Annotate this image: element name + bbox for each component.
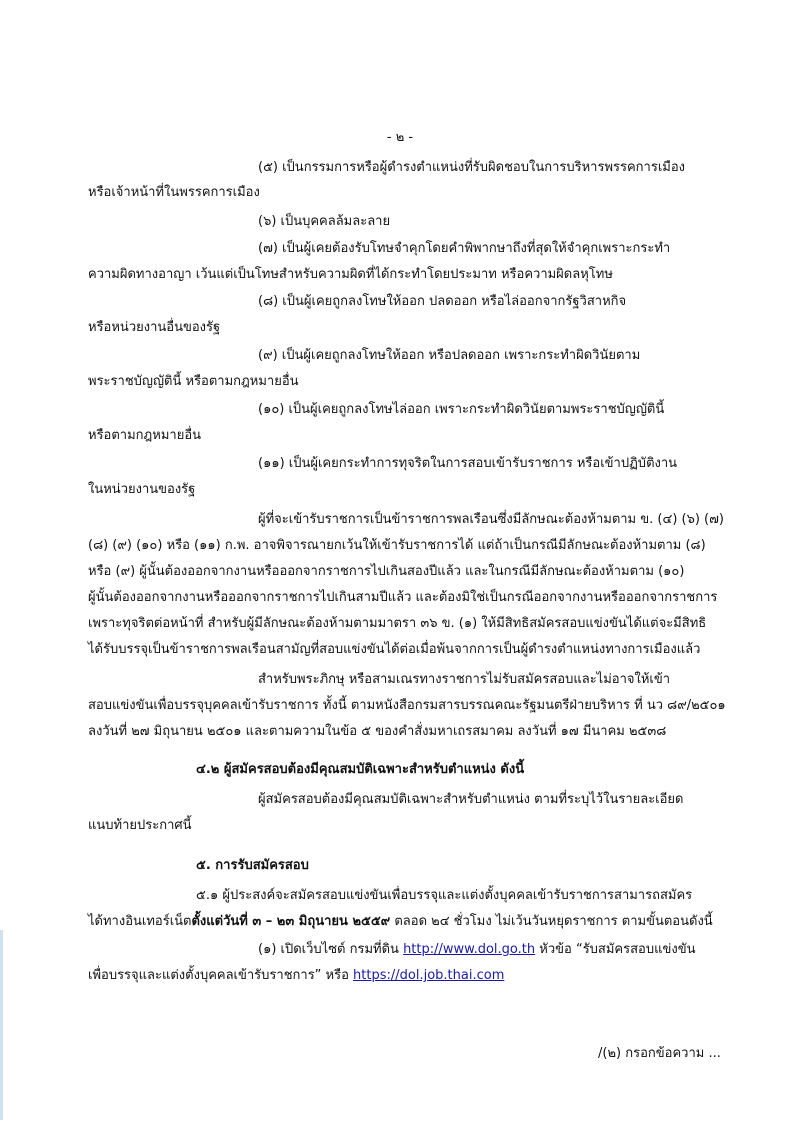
section-5-1-text-post: ตลอด ๒๔ ชั่วโมง ไม่เว้นวันหยุดราชการ ตามขั้นตอนดังนี้ [390,914,713,929]
section-5-heading: ๕. การรับสมัครสอบ [196,858,309,873]
list-item-10-line1: (๑๐) เป็นผู้เคยถูกลงโทษไล่ออก เพราะกระทำผิดวินัยตามพระราชบัญญัตินี้ [258,402,665,417]
list-item-5-line2: หรือเจ้าหน้าที่ในพรรคการเมือง [88,185,260,200]
list-item-10-line2: หรือตามกฎหมายอื่น [88,428,202,443]
page-number: - ๒ - [386,130,414,145]
dol-website-link[interactable]: http://www.dol.go.th [403,942,536,957]
section-5-1-line1: ๕.๑ ผู้ประสงค์จะสมัครสอบแข่งขันเพื่อบรรจุและแต่งตั้งบุคคลเข้ารับราชการสามารถสมัคร [196,888,693,903]
list-item-6: (๖) เป็นบุคคลล้มละลาย [258,214,391,229]
paragraph-exemption-line3: หรือ (๙) ผู้นั้นต้องออกจากงานหรือออกจากราชการไปเกินสองปีแล้ว และในกรณีมีลักษณะต้องห้ามตาม (๑๐) [88,564,685,579]
paragraph-exemption-line5: เพราะทุจริตต่อหน้าที่ สำหรับผู้มีลักษณะต้องห้ามตามมาตรา ๓๖ ข. (๑) ให้มีสิทธิสมัครสอบแข่งขันได้แต่จะมีสิทธิ [88,616,707,631]
paragraph-exemption-line4: ผู้นั้นต้องออกจากงานหรือออกจากราชการไปเกินสามปีแล้ว และต้องมิใช่เป็นกรณีออกจากงานหรือออกจากราชการ [88,590,718,605]
list-item-9-line2: พระราชบัญญัตินี้ หรือตามกฎหมายอื่น [88,374,299,389]
section-4-2-body-line2: แนบท้ายประกาศนี้ [88,818,192,833]
step-1-line2 [88,966,504,986]
paragraph-monks-line3: ลงวันที่ ๒๗ มิถุนายน ๒๕๐๑ และตามความในข้อ ๕ ของคำสั่งมหาเถรสมาคม ลงวันที่ ๑๗ มีนาคม ๒๕๓๘ [88,724,667,739]
scan-edge-mark [0,930,3,1120]
step-1-text-b: เพื่อบรรจุและแต่งตั้งบุคคลเข้ารับราชการ” หรือ [88,968,354,983]
list-item-9-line1: (๙) เป็นผู้เคยถูกลงโทษให้ออก หรือปลดออก เพราะกระทำผิดวินัยตาม [258,348,641,363]
section-4-2-body-line1: ผู้สมัครสอบต้องมีคุณสมบัติเฉพาะสำหรับตำแหน่ง ตามที่ระบุไว้ในรายละเอียด [258,792,684,807]
list-item-5-line1: (๕) เป็นกรรมการหรือผู้ดำรงตำแหน่งที่รับผิดชอบในการบริหารพรรคการเมือง [258,160,686,175]
paragraph-exemption-line1: ผู้ที่จะเข้ารับราชการเป็นข้าราชการพลเรือนซึ่งมีลักษณะต้องห้ามตาม ข. (๔) (๖) (๗) [258,512,724,527]
list-item-8-line2: หรือหน่วยงานอื่นของรัฐ [88,320,221,335]
paragraph-exemption-line2: (๘) (๙) (๑๐) หรือ (๑๑) ก.พ. อาจพิจารณายกเว้นให้เข้ารับราชการได้ แต่ถ้าเป็นกรณีมีลักษณะต้องห้ามตาม (๘) [88,538,706,553]
step-1-text-pre: (๑) เปิดเว็บไซต์ กรมที่ดิน [258,942,404,957]
section-5-1-text-pre: ได้ทางอินเทอร์เน็ต [88,914,192,929]
list-item-11-line1: (๑๑) เป็นผู้เคยกระทำการทุจริตในการสอบเข้ารับราชการ หรือเข้าปฏิบัติงาน [258,456,678,471]
step-1-line1 [258,940,696,960]
step-1-text-mid: หัวข้อ “รับสมัครสอบแข่งขัน [535,942,696,957]
continuation-note: /(๒) กรอกข้อความ ... [598,1046,721,1061]
list-item-7-line2: ความผิดทางอาญา เว้นแต่เป็นโทษสำหรับความผิดที่ได้กระทำโดยประมาท หรือความผิดลหุโทษ [88,267,613,282]
section-4-2-heading: ๔.๒ ผู้สมัครสอบต้องมีคุณสมบัติเฉพาะสำหรับตำแหน่ง ดังนี้ [196,762,525,777]
list-item-7-line1: (๗) เป็นผู้เคยต้องรับโทษจำคุกโดยคำพิพากษาถึงที่สุดให้จำคุกเพราะกระทำ [258,241,671,256]
dol-job-link[interactable]: https://dol.job.thai.com [353,968,505,983]
paragraph-monks-line2: สอบแข่งขันเพื่อบรรจุบุคคลเข้ารับราชการ ทั้งนี้ ตามหนังสือกรมสารบรรณคณะรัฐมนตรีฝ่ายบริหาร ที่ นว ๘๙/๒๕๐๑ [88,698,726,713]
application-period: ตั้งแต่วันที่ ๓ – ๒๓ มิถุนายน ๒๕๕๙ [191,914,391,929]
list-item-8-line1: (๘) เป็นผู้เคยถูกลงโทษให้ออก ปลดออก หรือไล่ออกจากรัฐวิสาหกิจ [258,294,627,309]
list-item-11-line2: ในหน่วยงานของรัฐ [88,482,196,497]
section-5-1-line2 [88,912,713,932]
paragraph-exemption-line6: ได้รับบรรจุเป็นข้าราชการพลเรือนสามัญที่สอบแข่งขันได้ต่อเมื่อพ้นจากการเป็นผู้ดำรงตำแหน่งทางการเมืองแล้ว [88,642,701,657]
paragraph-monks-line1: สำหรับพระภิกษุ หรือสามเณรทางราชการไม่รับสมัครสอบและไม่อาจให้เข้า [258,672,671,687]
